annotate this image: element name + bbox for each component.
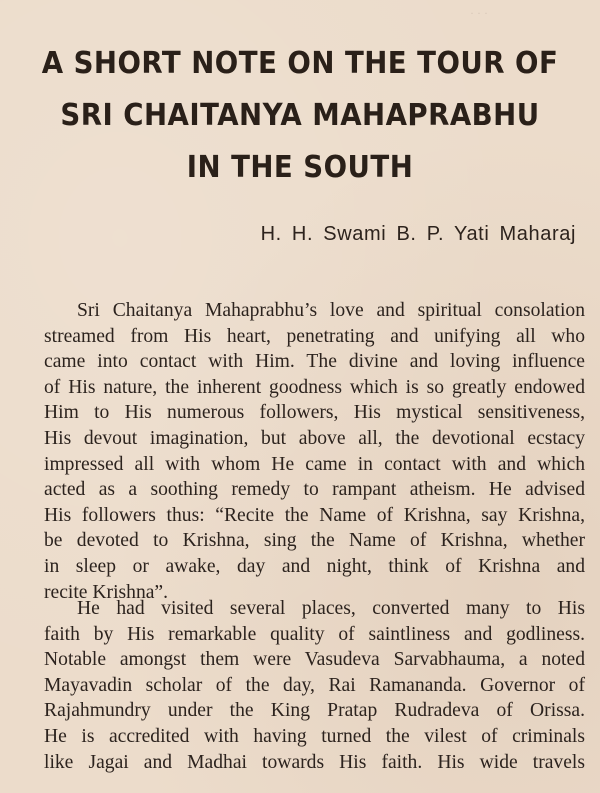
paragraph-line: Mayavadin scholar of the day, Rai Ramananda. Governor of [44,674,585,696]
paragraph-line: Him to His numerous followers, His mystical sensitiveness, [44,402,585,424]
paragraph-line: of His nature, the inherent goodness which is so greatly endowed [44,376,585,398]
paragraph-line: came into contact with Him. The divine and loving influence [44,351,585,373]
paragraph-line: streamed from His heart, penetrating and unifying all who [44,325,585,347]
paragraph-line: He is accredited with having turned the vilest of criminals [44,725,585,747]
paragraph-line: faith by His remarkable quality of saintliness and godliness. [44,623,585,645]
title-line-1: A SHORT NOTE ON THE TOUR OF [41,46,559,81]
paragraph-line: He had visited several places, converted many to His [77,598,585,619]
paragraph-line: impressed all with whom He came in contact with and which [44,453,585,475]
paragraph-line: like Jagai and Madhai towards His faith. His wide travels [44,751,585,773]
title-line-2: SRI CHAITANYA MAHAPRABHU [60,98,540,133]
paragraph-line: recite Krishna”. [44,581,169,603]
paragraph-line: Rajahmundry under the King Pratap Rudradeva of Orissa. [44,700,585,722]
paragraph-2 [44,596,585,775]
paragraph-line: be devoted to Krishna, sing the Name of Krishna, whether [44,530,585,552]
paragraph-line: Notable amongst them were Vasudeva Sarvabhauma, a noted [44,649,585,671]
paragraph-line: in sleep or awake, day and night, think of Krishna and [44,555,585,577]
paragraph-line: acted as a soothing remedy to rampant atheism. He advised [44,479,585,501]
paragraph-line: His devout imagination, but above all, the devotional ecstacy [44,427,585,449]
paragraph-line: His followers thus: “Recite the Name of Krishna, say Krishna, [44,504,585,526]
page-title [0,38,600,194]
author-byline: H. H. Swami B. P. Yati Maharaj [260,223,576,245]
paragraph-1 [44,298,585,605]
title-line-3: IN THE SOUTH [186,150,414,185]
show-through-text: · · · [470,6,488,20]
paragraph-line: Sri Chaitanya Mahaprabhu’s love and spiritual consolation [77,300,585,321]
